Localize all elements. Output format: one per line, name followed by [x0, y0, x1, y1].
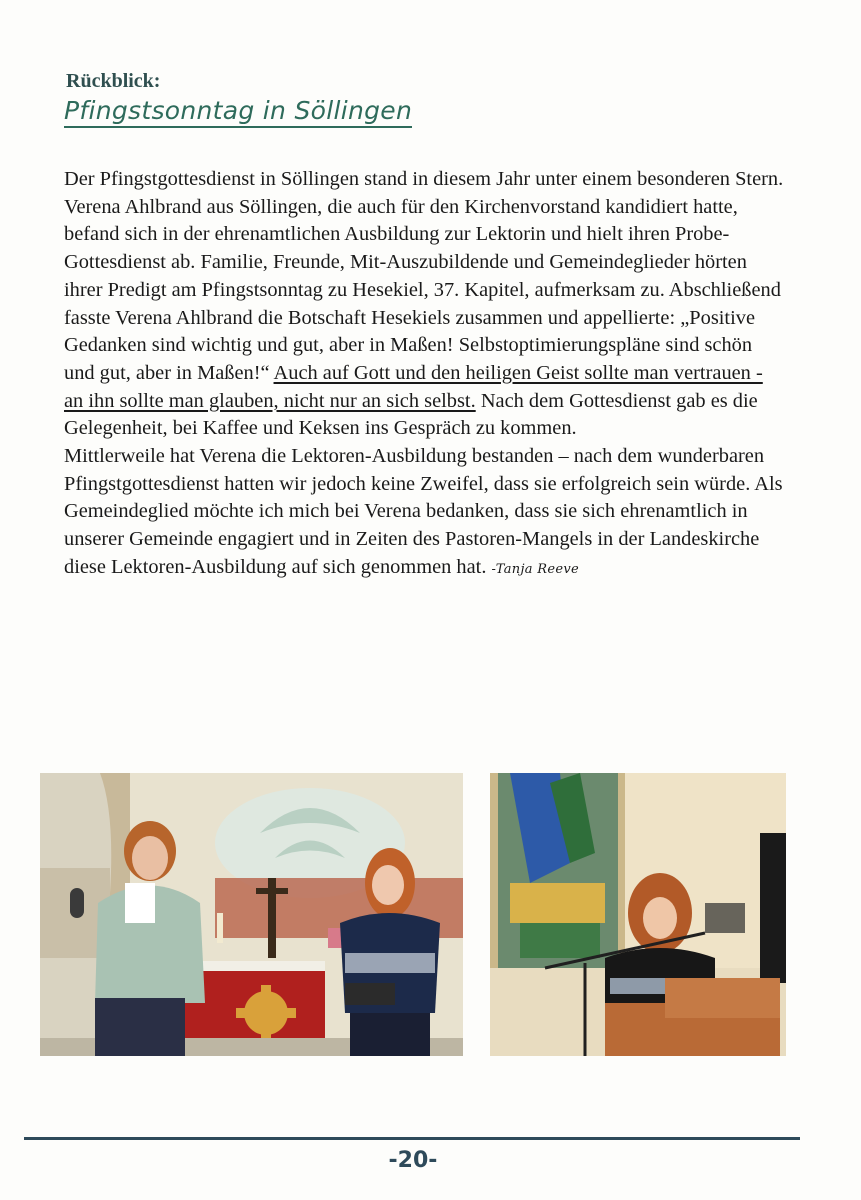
- paragraph-2-text: Mittlerweile hat Verena die Lektoren-Ausbildung bestanden – nach dem wunderbaren Pfingstgottesdienst hatten wir jedoch keine Zweifel, dass sie erfolgreich sein würde. Als Gemeindeglied möchte ich mich bei Verena bedanken, dass sie sich ehrenamtlich in unserer Gemeinde engagiert und in Zeiten des Pastoren-Mangels in der Landeskirche diese Lektoren-Ausbildung auf sich genommen hat.: [64, 445, 783, 578]
- footer-divider: [24, 1137, 800, 1140]
- photo-lectern-illustration: [490, 773, 786, 1056]
- paragraph-1: [64, 166, 784, 443]
- photo-lectern: [490, 773, 786, 1056]
- paragraph-1-end: Nach dem Gottesdienst gab es die Gelegenheit, bei Kaffee und Keksen ins Gespräch zu kommen.: [64, 389, 758, 440]
- author-signature: -Tanja Reeve: [491, 561, 579, 577]
- photo-altar-illustration: [40, 773, 463, 1056]
- page-number: -20-: [388, 1148, 438, 1173]
- paragraph-1-text: Der Pfingstgottesdienst in Söllingen stand in diesem Jahr unter einem besonderen Stern. Verena Ahlbrand aus Söllingen, die auch für den Kirchenvorstand kandidiert hatte, befand sich in der ehrenamtlichen Ausbildung zur Lektorin und hielt ihren Probe-Gottesdienst ab. Familie, Freunde, Mit-Auszubildende und Gemeindeglieder hörten ihrer Predigt am Pfingstsonntag zu Hesekiel, 37. Kapitel, aufmerksam zu. Abschließend fasste Verena Ahlbrand die Botschaft Hesekiels zusammen und appellierte: „Positive Gedanken sind wichtig und gut, aber in Maßen! Selbstoptimierungspläne sind schön und gut, aber in Maßen!“: [64, 168, 784, 384]
- article-headline: Pfingstsonntag in Söllingen: [64, 96, 412, 128]
- underlined-quote: Auch auf Gott und den heiligen Geist sollte man vertrauen - an ihn sollte man glauben, nicht nur an sich selbst.: [64, 361, 763, 412]
- article-body: [64, 166, 784, 584]
- paragraph-2: [64, 443, 784, 584]
- photo-altar: [40, 773, 463, 1056]
- kicker: Rückblick:: [66, 70, 161, 92]
